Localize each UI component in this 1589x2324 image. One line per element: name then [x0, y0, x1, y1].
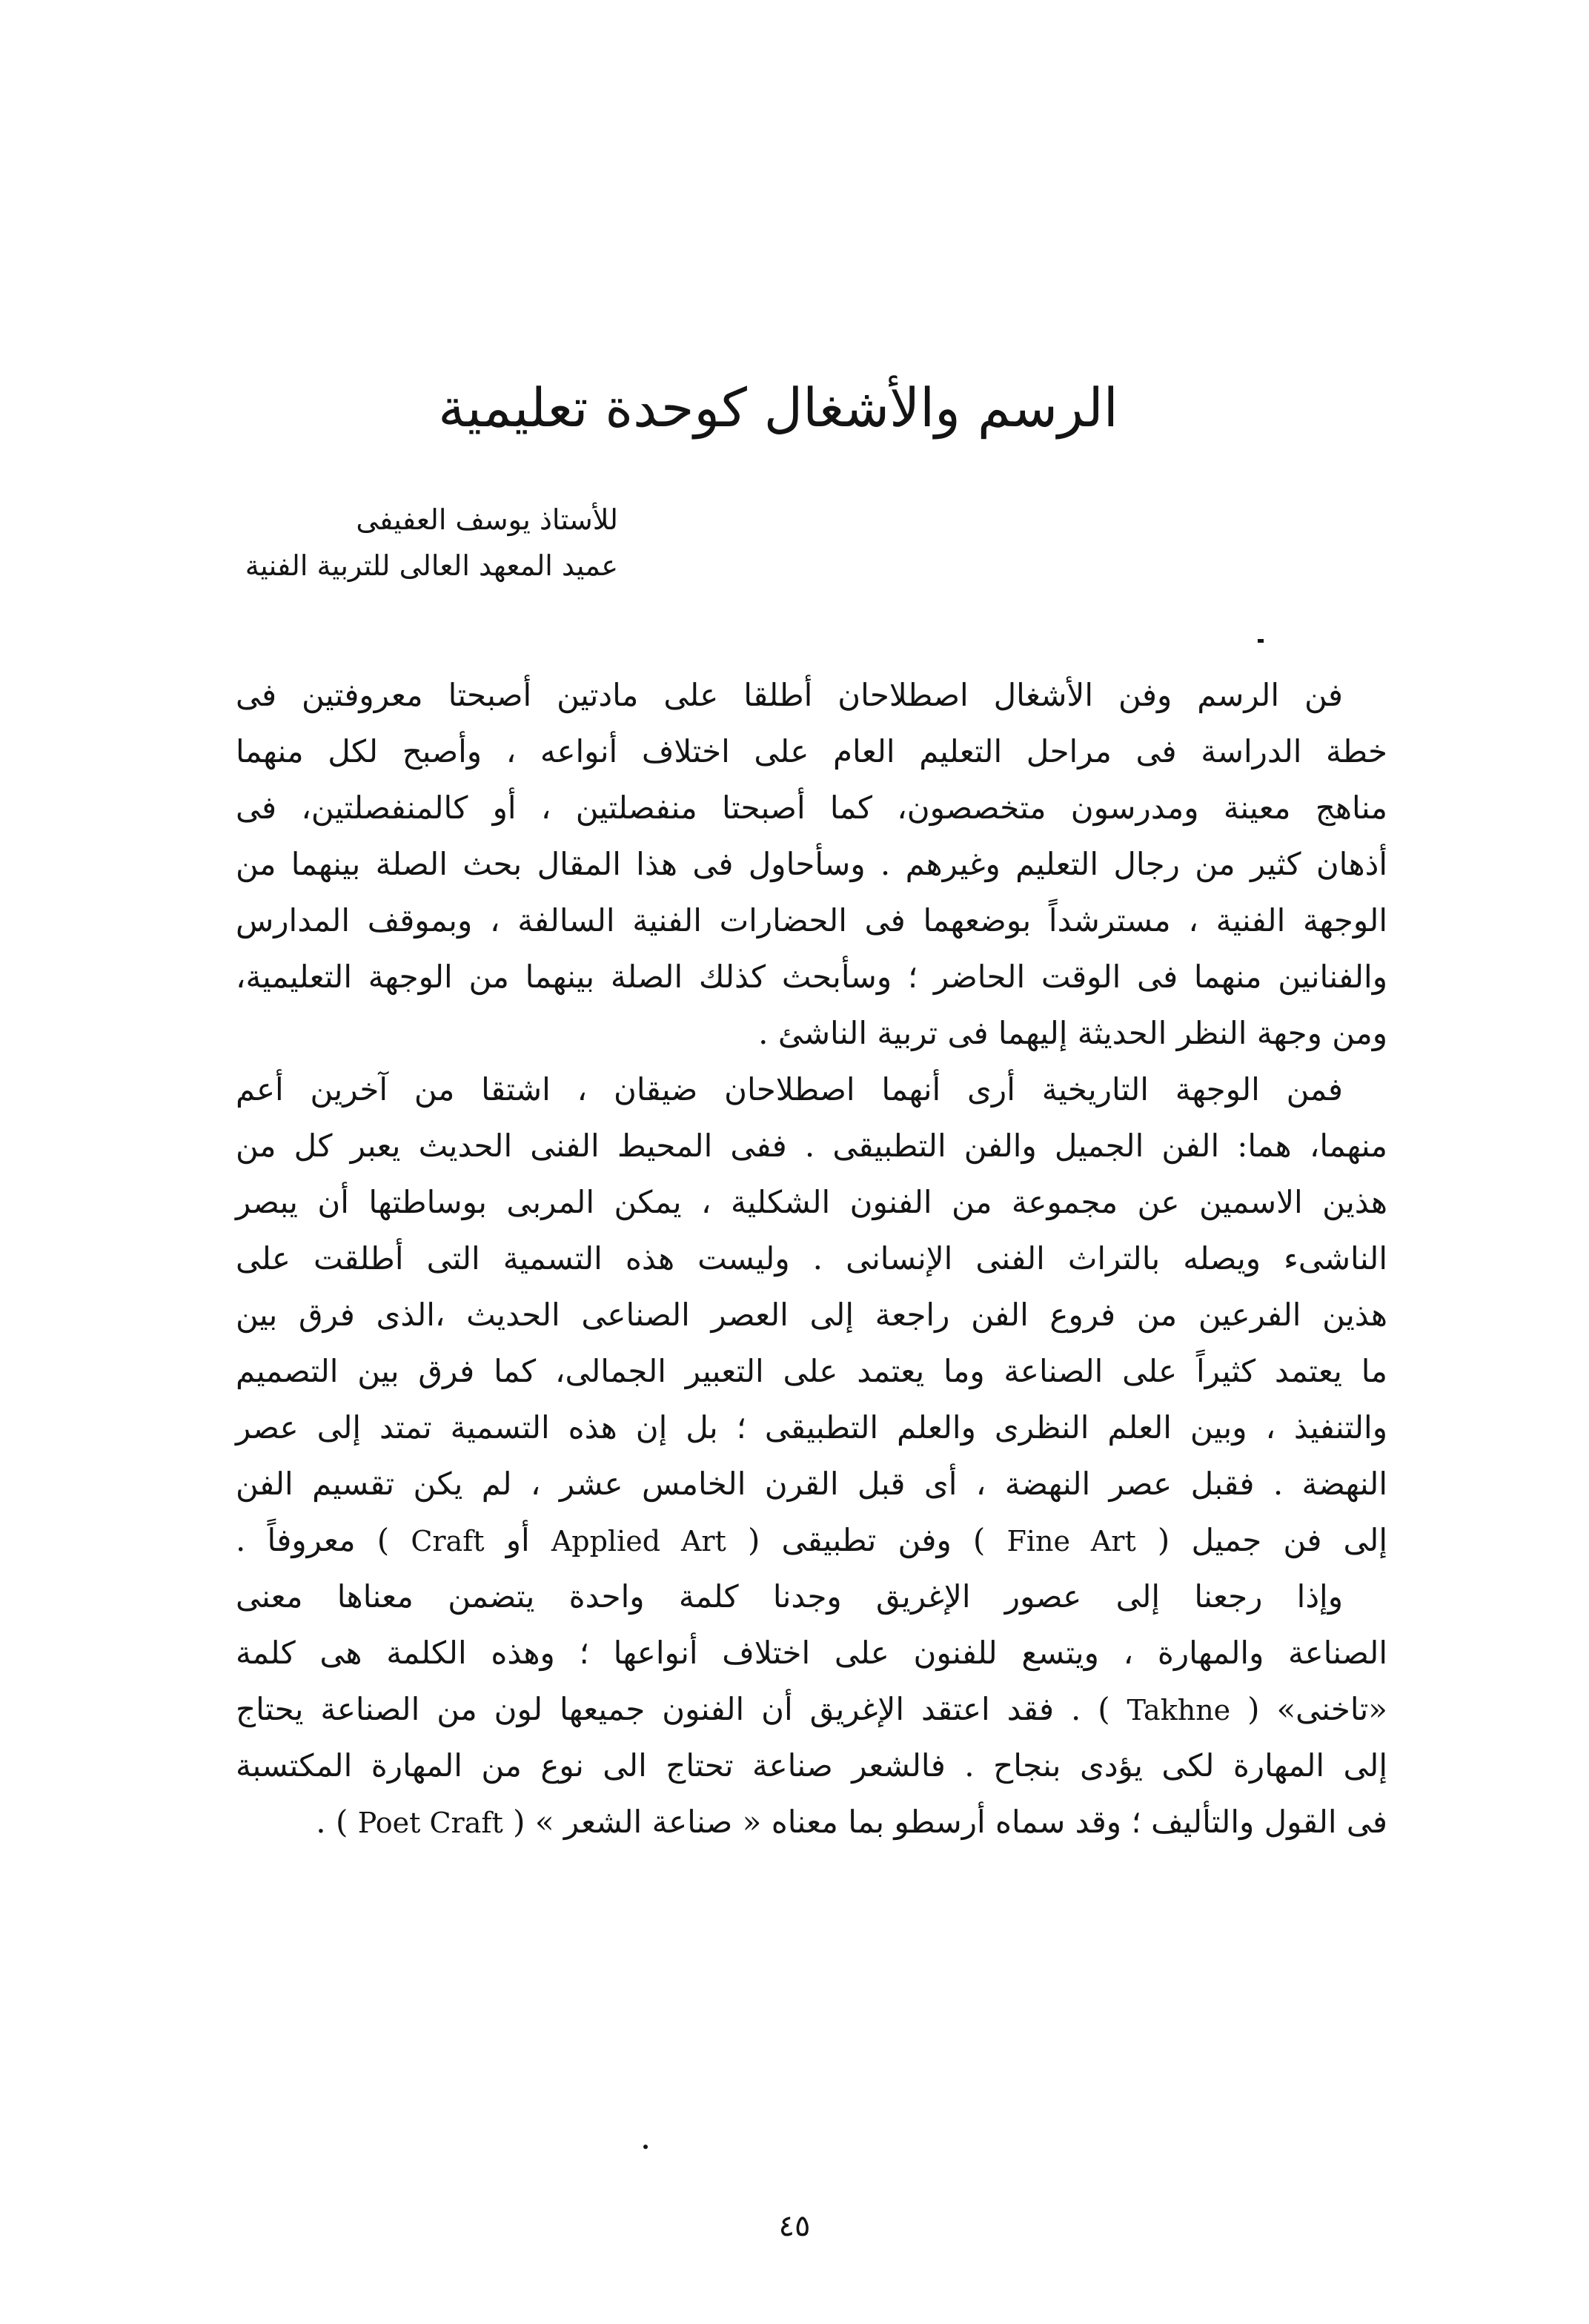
text-line-with-terms: [236, 1794, 1387, 1850]
text-line: منهما، هما: الفن الجميل والفن التطبيقى . ففى المحيط الفنى الحديث يعبر كل من: [236, 1128, 1387, 1164]
text-line: فن الرسم وفن الأشغال اصطلاحان أطلقا على مادتين أصبحتا معروفتين فى: [236, 677, 1343, 713]
text-line: خطة الدراسة فى مراحل التعليم العام على اختلاف أنواعه ، وأصبح لكل منهما: [236, 733, 1387, 769]
text-line: الصناعة والمهارة ، ويتسع للفنون على اختلاف أنواعها ؛ وهذه الكلمة هى كلمة: [236, 1635, 1387, 1671]
author-name: للأستاذ يوسف العفيفى: [356, 503, 618, 536]
page-number: ٤٥: [778, 2209, 811, 2243]
text-line: ومن وجهة النظر الحديثة إليهما فى تربية الناشئ .: [758, 1015, 1387, 1051]
text-fragment: ) .: [316, 1804, 348, 1840]
text-fragment: ) . فقد اعتقد الإغريق أن الفنون جميعها لون من الصناعة يحتاج: [236, 1691, 1110, 1727]
text-line: الوجهة الفنية ، مسترشداً بوضعهما فى الحضارات الفنية السالفة ، وبموقف المدارس: [236, 902, 1387, 938]
text-line: والفنانين منهما فى الوقت الحاضر ؛ وسأبحث كذلك الصلة بينهما من الوجهة التعليمية،: [236, 959, 1387, 995]
print-mark: [1258, 639, 1264, 643]
article-title: الرسم والأشغال كوحدة تعليمية: [438, 377, 1118, 439]
text-line: هذين الفرعين من فروع الفن راجعة إلى العصر الصناعى الحديث ،الذى فرق بين: [236, 1297, 1387, 1333]
text-line: الناشىء ويصله بالتراث الفنى الإنسانى . وليست هذه التسمية التى أطلقت على: [236, 1240, 1387, 1277]
term-takhne: Takhne: [1127, 1694, 1231, 1727]
text-line-with-terms: [236, 1512, 1387, 1569]
text-fragment: ) معروفاً .: [236, 1522, 390, 1558]
text-line: أذهان كثير من رجال التعليم وغيرهم . وسأحاول فى هذا المقال بحث الصلة بينهما من: [236, 846, 1387, 882]
term-craft: Craft: [411, 1525, 485, 1557]
text-line: إلى المهارة لكى يؤدى بنجاح . فالشعر صناعة تحتاج الى نوع من المهارة المكتسبة: [236, 1747, 1387, 1784]
author-position: عميد المعهد العالى للتربية الفنية: [245, 549, 618, 582]
text-line: وإذا رجعنا إلى عصور الإغريق وجدنا كلمة واحدة يتضمن معناها معنى: [236, 1578, 1343, 1615]
text-fragment: إلى فن جميل (: [1157, 1522, 1388, 1558]
author-block: [245, 497, 618, 589]
text-line: هذين الاسمين عن مجموعة من الفنون الشكلية ، يمكن المربى بوساطتها أن يبصر: [236, 1184, 1387, 1220]
text-line: والتنفيذ ، وبين العلم النظرى والعلم التطبيقى ؛ بل إن هذه التسمية تمتد إلى عصر: [236, 1409, 1387, 1446]
text-line: مناهج معينة ومدرسون متخصصون، كما أصبحتا منفصلتين ، أو كالمنفصلتين، فى: [236, 789, 1387, 826]
text-fragment: ) وفن تطبيقى (: [748, 1522, 986, 1558]
text-fragment: فى القول والتأليف ؛ وقد سماه أرسطو بما معناه « صناعة الشعر » (: [513, 1804, 1387, 1840]
print-dot: [643, 2145, 648, 2149]
text-line: ما يعتمد كثيراً على الصناعة وما يعتمد على التعبير الجمالى، كما فرق بين التصميم: [236, 1353, 1387, 1389]
text-fragment: «تاخنى» (: [1247, 1691, 1388, 1727]
text-line: النهضة . فقبل عصر النهضة ، أى قبل القرن الخامس عشر ، لم يكن تقسيم الفن: [236, 1466, 1387, 1502]
text-line-with-terms: [236, 1681, 1387, 1738]
term-poet-craft: Poet Craft: [357, 1807, 503, 1839]
term-fine-art: Fine Art: [1006, 1525, 1136, 1557]
text-line: فمن الوجهة التاريخية أرى أنهما اصطلاحان ضيقان ، اشتقا من آخرين أعم: [236, 1071, 1343, 1108]
term-applied-art: Applied Art: [551, 1525, 726, 1557]
article-body: [236, 667, 1387, 1850]
text-fragment: أو: [505, 1522, 530, 1558]
